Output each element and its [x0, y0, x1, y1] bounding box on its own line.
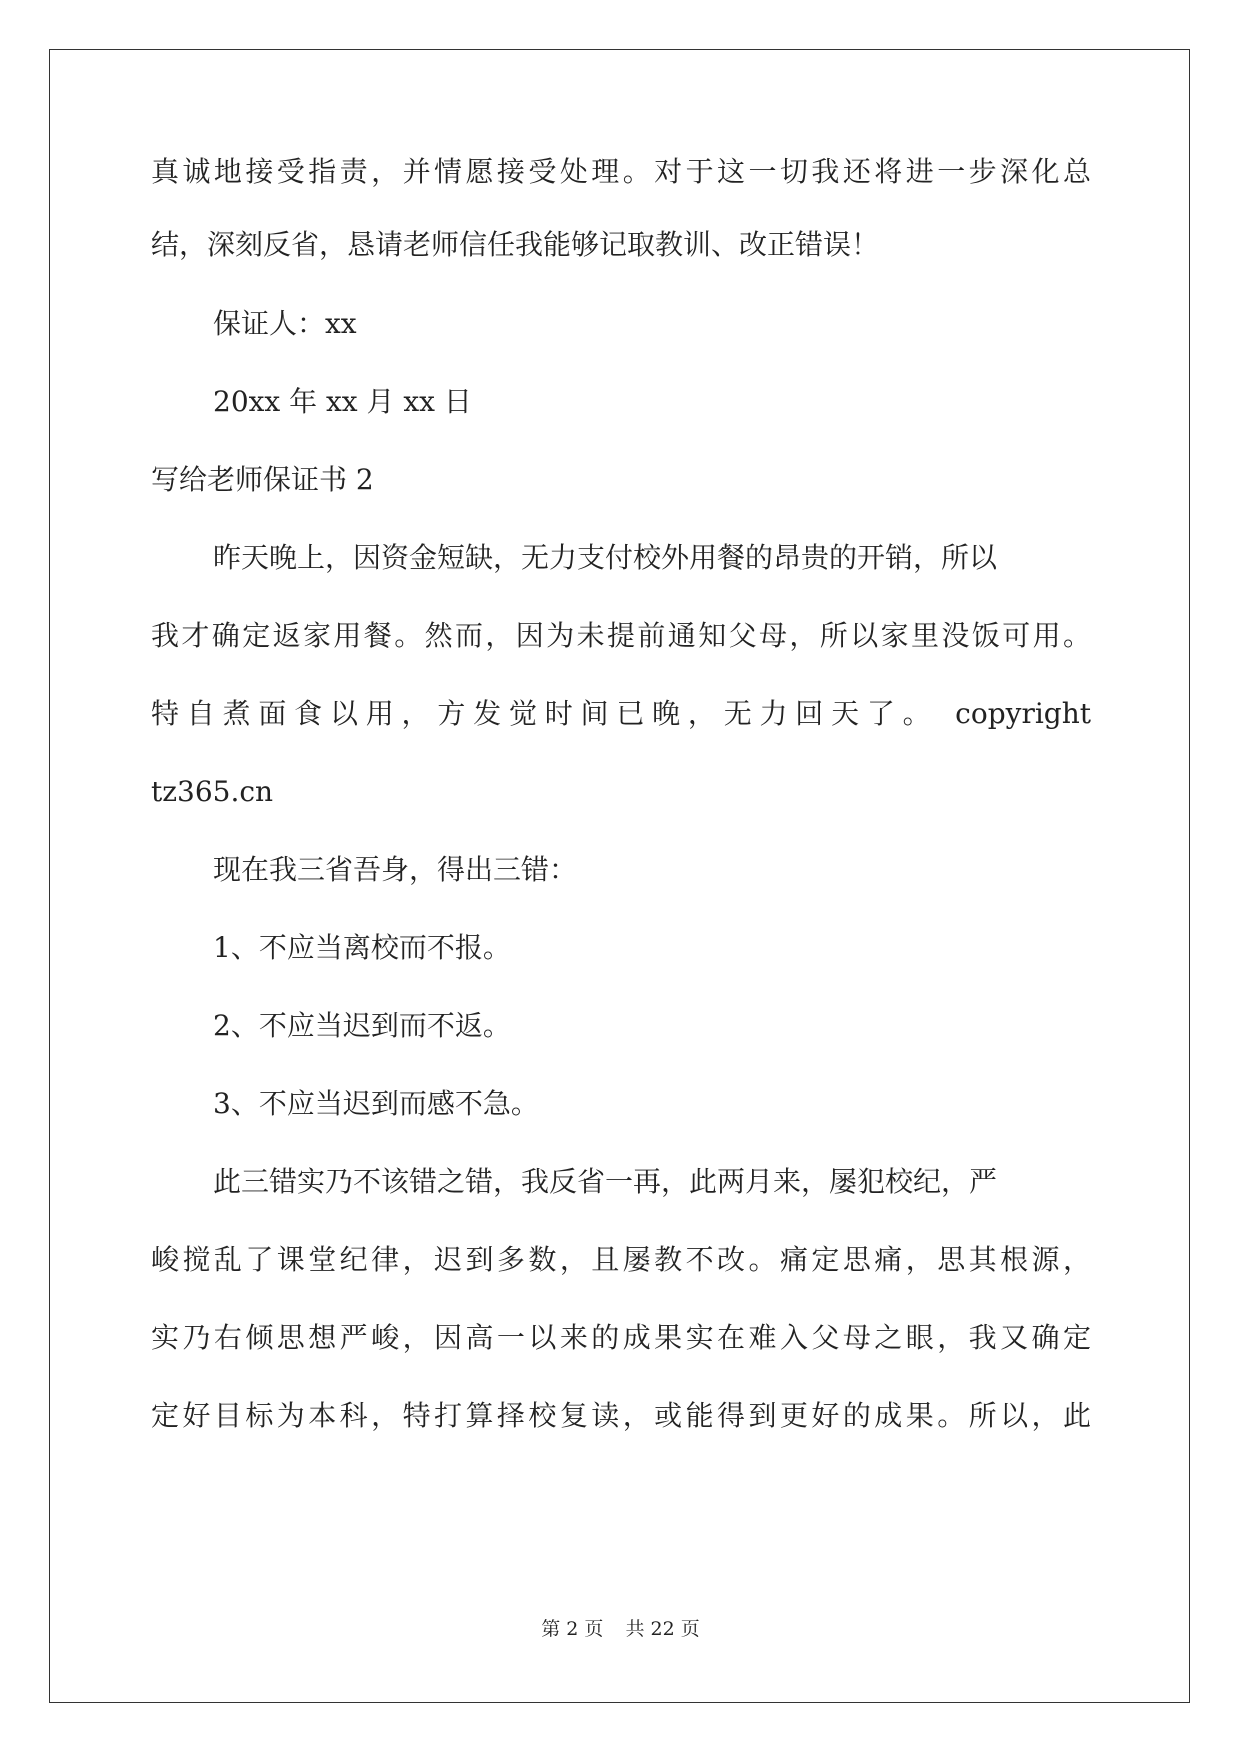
paragraph-2-line-2: 峻搅乱了课堂纪律，迟到多数，且屡教不改。痛定思痛，思其根源， — [151, 1243, 1091, 1276]
paragraph-line-2: 我才确定返家用餐。然而，因为未提前通知父母，所以家里没饭可用。 — [151, 619, 1091, 652]
date-line: 20xx 年 xx 月 xx 日 — [213, 385, 472, 418]
list-item-2: 2、不应当迟到而不返。 — [213, 1009, 511, 1042]
signatory-line: 保证人：xx — [213, 307, 357, 340]
paragraph-2-line-1: 此三错实乃不该错之错，我反省一再，此两月来，屡犯校纪，严 — [213, 1165, 998, 1198]
list-intro: 现在我三省吾身，得出三错： — [213, 853, 578, 886]
text-line-2: 结，深刻反省，恳请老师信任我能够记取教训、改正错误！ — [151, 228, 880, 261]
paragraph-2-line-4: 定好目标为本科，特打算择校复读，或能得到更好的成果。所以，此 — [151, 1399, 1091, 1432]
paragraph-line-3: 特自煮面食以用，方发觉时间已晚，无力回天了。 copyright — [151, 697, 1091, 730]
section-title: 写给老师保证书 2 — [151, 463, 374, 496]
page-total: 共 22 页 — [625, 1618, 700, 1640]
list-item-3: 3、不应当迟到而感不急。 — [213, 1087, 539, 1120]
page-footer — [0, 1617, 1241, 1641]
text-line-1: 真诚地接受指责，并情愿接受处理。对于这一切我还将进一步深化总 — [151, 155, 1091, 188]
page-number: 第 2 页 — [541, 1618, 604, 1640]
paragraph-2-line-3: 实乃右倾思想严峻，因高一以来的成果实在难入父母之眼，我又确定 — [151, 1321, 1091, 1354]
paragraph-line-4: tz365.cn — [151, 775, 274, 808]
paragraph-line-1: 昨天晚上，因资金短缺，无力支付校外用餐的昂贵的开销，所以 — [213, 541, 998, 574]
list-item-1: 1、不应当离校而不报。 — [213, 931, 511, 964]
